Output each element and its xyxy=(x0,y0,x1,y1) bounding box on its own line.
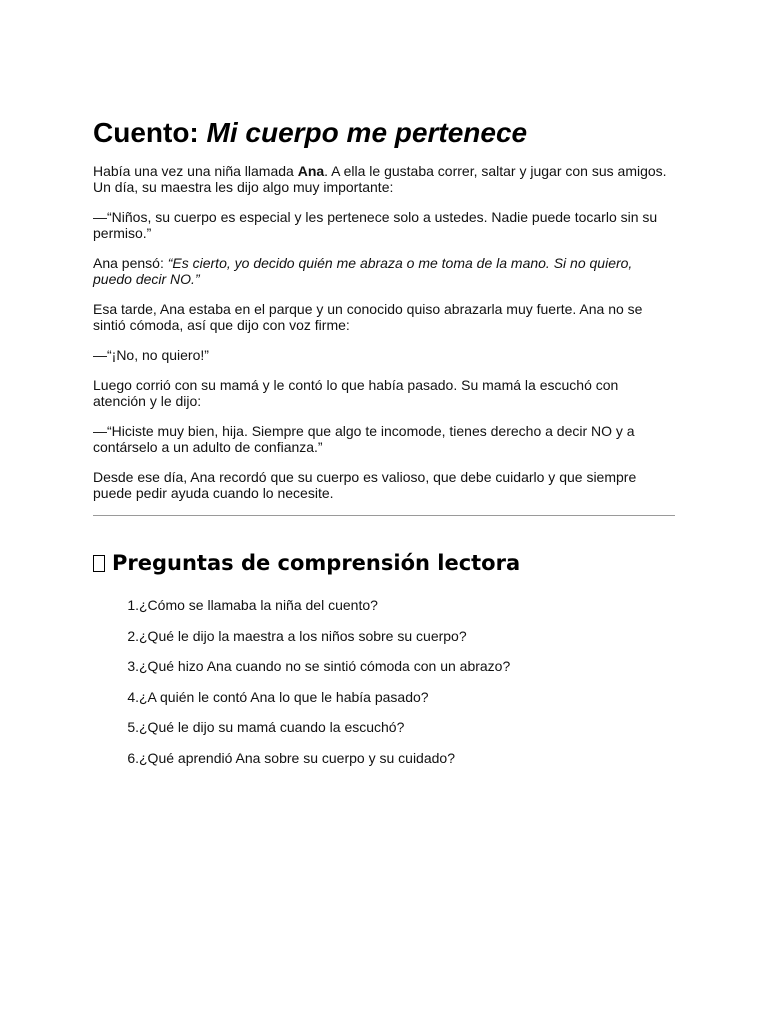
story-paragraph-1 xyxy=(93,163,675,195)
list-item xyxy=(93,750,675,766)
question-text: ¿Qué le dijo la maestra a los niños sobre su cuerpo? xyxy=(139,627,467,644)
question-text: ¿Qué aprendió Ana sobre su cuerpo y su cuidado? xyxy=(139,749,455,766)
p1-text-before: Había una vez una niña llamada xyxy=(93,163,298,179)
questions-heading-text: Preguntas de comprensión lectora xyxy=(112,551,521,575)
document-content xyxy=(93,116,675,781)
p3-text-before: Ana pensó: xyxy=(93,255,168,271)
list-item xyxy=(93,719,675,735)
questions-heading xyxy=(93,550,675,576)
story-title xyxy=(93,116,675,150)
section-divider xyxy=(93,515,675,516)
story-paragraph-8: Desde ese día, Ana recordó que su cuerpo es valioso, que debe cuidarlo y que siempre puede pedir ayuda cuando lo necesite. xyxy=(93,469,637,501)
list-item xyxy=(93,689,675,705)
p1-bold-name: Ana xyxy=(297,163,325,179)
question-text: ¿Qué hizo Ana cuando no se sintió cómoda con un abrazo? xyxy=(139,658,511,675)
list-item xyxy=(93,658,675,674)
question-text: ¿A quién le contó Ana lo que le había pasado? xyxy=(139,688,429,705)
question-number: 6. xyxy=(127,749,139,766)
p1-text-after: . A ella le gustaba correr, saltar y jugar con sus amigos. Un día, su maestra les dijo algo muy importante: xyxy=(93,163,667,195)
list-item xyxy=(93,597,675,613)
list-item xyxy=(93,628,675,644)
missing-glyph-icon xyxy=(93,555,105,572)
story-title-italic: Mi cuerpo me pertenece xyxy=(206,117,528,148)
question-text: ¿Qué le dijo su mamá cuando la escuchó? xyxy=(139,719,405,736)
question-number: 5. xyxy=(127,719,139,736)
story-paragraph-6: Luego corrió con su mamá y le contó lo que había pasado. Su mamá la escuchó con atención y le dijo: xyxy=(93,377,619,409)
story-paragraph-4: Esa tarde, Ana estaba en el parque y un conocido quiso abrazarla muy fuerte. Ana no se sintió cómoda, así que dijo con voz firme: xyxy=(93,301,643,333)
story-paragraph-5: —“¡No, no quiero!” xyxy=(93,347,209,363)
questions-list xyxy=(93,597,675,766)
question-number: 3. xyxy=(127,658,139,675)
p3-italic-quote: “Es cierto, yo decido quién me abraza o me toma de la mano. Si no quiero, puedo decir NO.” xyxy=(93,255,633,287)
question-text: ¿Cómo se llamaba la niña del cuento? xyxy=(139,597,378,613)
story-paragraph-2: —“Niños, su cuerpo es especial y les pertenece solo a ustedes. Nadie puede tocarlo sin su permiso.” xyxy=(93,209,658,241)
question-number: 1. xyxy=(127,597,139,613)
story-title-prefix: Cuento: xyxy=(93,117,207,148)
question-number: 4. xyxy=(127,688,139,705)
question-number: 2. xyxy=(127,627,139,644)
story-paragraph-3 xyxy=(93,255,675,287)
story-paragraph-7: —“Hiciste muy bien, hija. Siempre que algo te incomode, tienes derecho a decir NO y a contárselo a un adulto de confianza.” xyxy=(93,423,635,455)
